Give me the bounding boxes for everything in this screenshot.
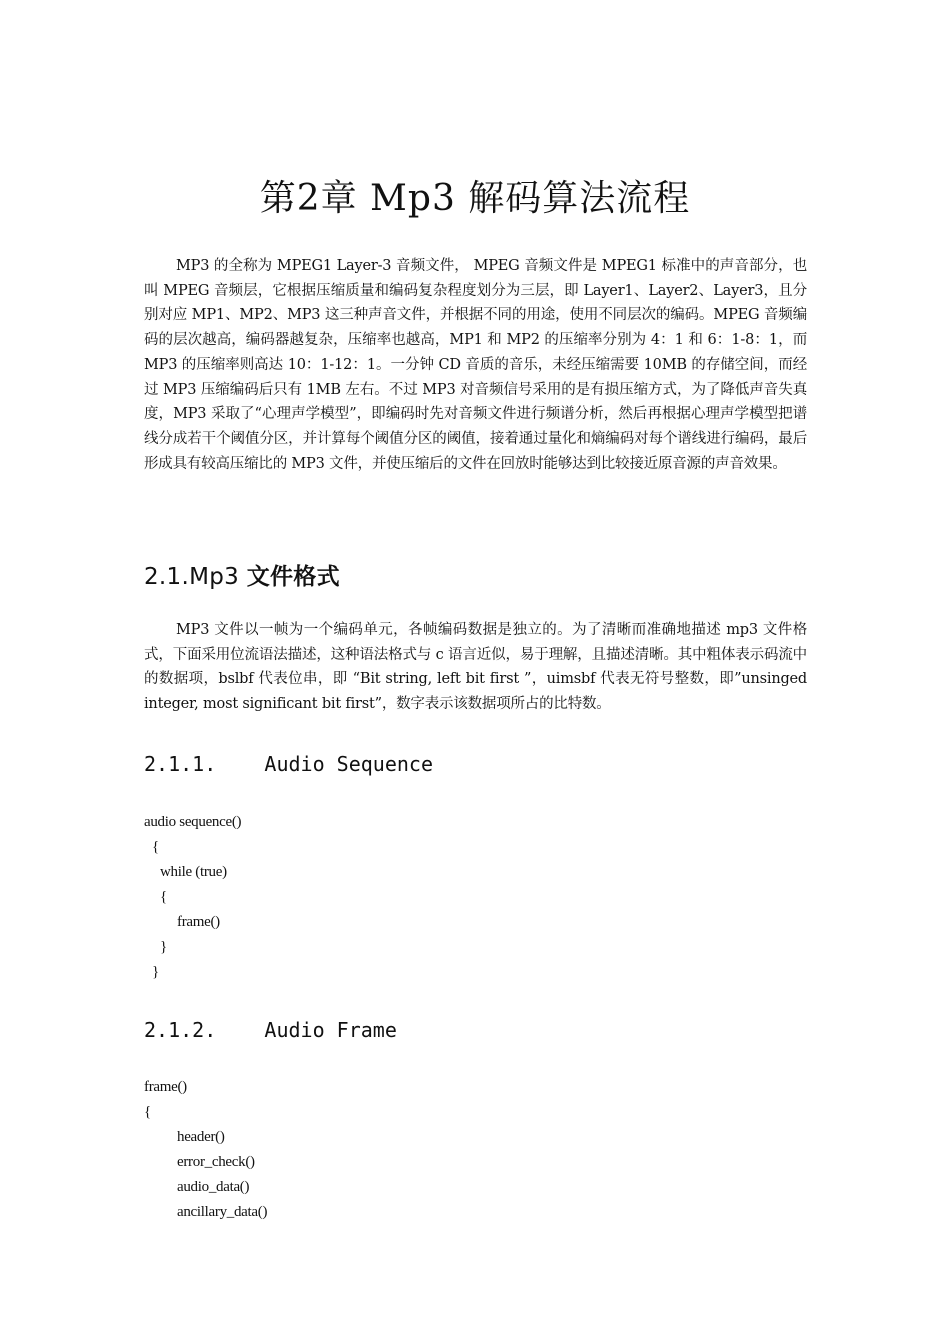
code-line: } [160, 939, 167, 955]
code-line: frame() [144, 1079, 187, 1095]
code-line: error_check() [177, 1154, 255, 1170]
code-line: audio_data() [177, 1179, 250, 1195]
file-format-paragraph: MP3 文件以一帧为一个编码单元，各帧编码数据是独立的。为了清晰而准确地描述 mp3 文件格式，下面采用位流语法描述，这种语法格式与 c 语言近似，易于理解，且描述清晰。其中粗体表示码流中的数据项，bslbf 代表位串，即 “Bit string, left bit first ”，uimsbf 代表无符号整数，即”unsinged integer, most significant bit first”，数字表示该数据项所占的比特数。 [144, 622, 807, 713]
code-block-audio-frame [144, 1075, 267, 1225]
section-title-text: 文件格式 [246, 564, 340, 590]
chapter-title: 第2章 Mp3 解码算法流程 [259, 178, 691, 219]
code-line: while (true) [160, 864, 227, 880]
code-line: audio sequence() [144, 814, 242, 830]
code-line: ancillary_data() [177, 1204, 268, 1220]
code-line: { [160, 889, 167, 905]
code-block-audio-sequence [144, 810, 241, 985]
code-line: frame() [177, 914, 220, 930]
code-line: } [152, 964, 159, 980]
code-line: header() [177, 1129, 225, 1145]
code-line: { [144, 1104, 151, 1120]
subsection-heading-audio-sequence: 2.1.1. Audio Sequence [144, 752, 433, 776]
code-line: { [152, 839, 159, 855]
section-heading [144, 558, 340, 591]
intro-paragraph: MP3 的全称为 MPEG1 Layer-3 音频文件， MPEG 音频文件是 MPEG1 标准中的声音部分，也叫 MPEG 音频层，它根据压缩质量和编码复杂程度划分为三层，即 Layer1、Layer2、Layer3，且分别对应 MP1、MP2、MP3 这三种声音文件，并根据不同的用途，使用不同层次的编码。MPEG 音频编码的层次越高，编码器越复杂，压缩率也越高，MP1 和 MP2 的压缩率分别为 4：1 和 6：1-8：1，而 MP3 的压缩率则高达 10：1-12：1。一分钟 CD 音质的音乐，未经压缩需要 10MB 的存储空间，而经过 MP3 压缩编码后只有 1MB 左右。不过 MP3 对音频信号采用的是有损压缩方式，为了降低声音失真度，MP3 采取了“心理声学模型”，即编码时先对音频文件进行频谱分析，然后再根据心理声学模型把谱线分成若干个阈值分区，并计算每个阈值分区的阈值，接着通过量化和熵编码对每个谱线进行编码，最后形成具有较高压缩比的 MP3 文件，并使压缩后的文件在回放时能够达到比较接近原音源的声音效果。 [144, 258, 807, 472]
section-number: 2.1.Mp3 [144, 564, 247, 590]
subsection-heading-audio-frame: 2.1.2. Audio Frame [144, 1018, 397, 1042]
